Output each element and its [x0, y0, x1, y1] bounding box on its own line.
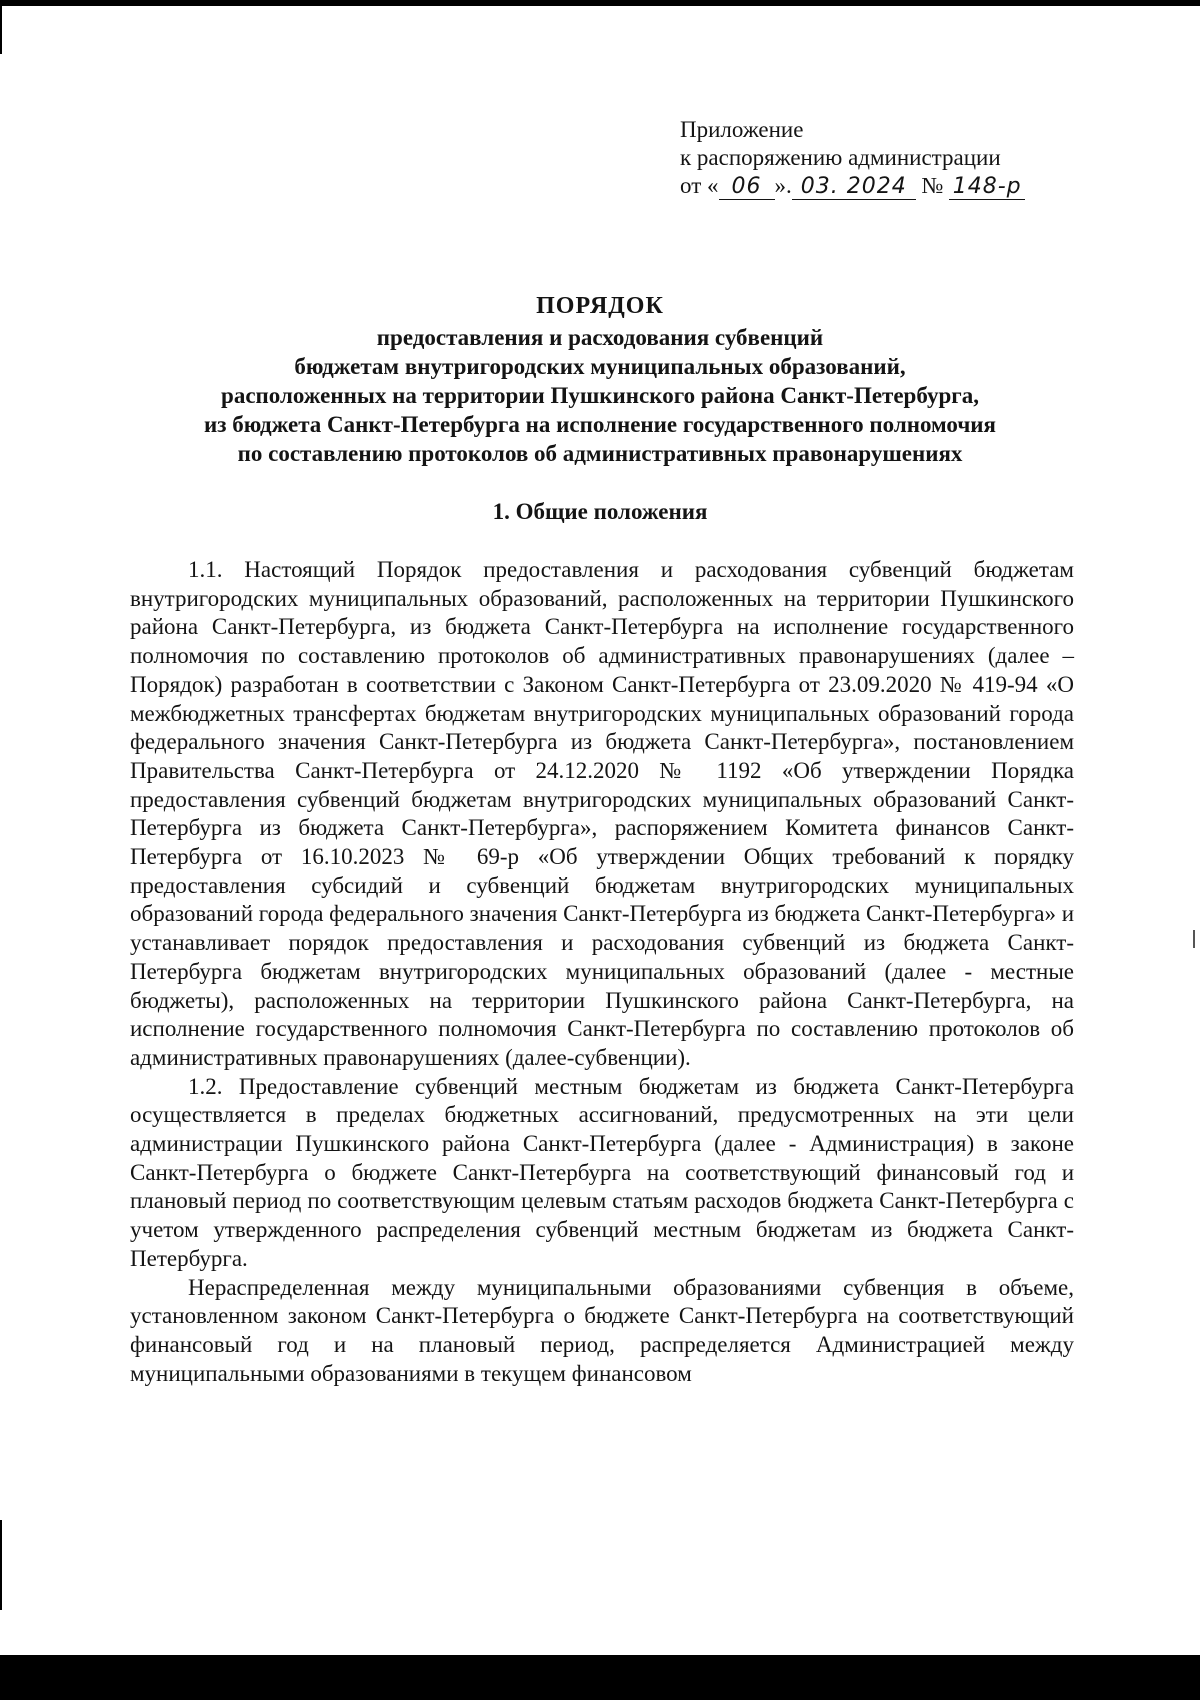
title-line-5: по составлению протоколов об административных правонарушениях [237, 441, 963, 466]
appendix-date-line [680, 172, 1025, 200]
handwritten-month-year: 03. 2024 [792, 175, 916, 200]
document-title [130, 292, 1070, 468]
handwritten-number: 148-р [949, 175, 1025, 200]
title-line-3: расположенных на территории Пушкинского района Санкт-Петербурга, [221, 383, 979, 408]
title-line-4: из бюджета Санкт-Петербурга на исполнение государственного полномочия [204, 412, 996, 437]
paragraph-undistributed: Нераспределенная между муниципальными образованиями субвенция в объеме, установленном законом Санкт-Петербурга о бюджете Санкт-Петербурга на соответствующий финансовый год и на плановый период, распределяется Администрацией между муниципальными образованиями в текущем финансовом [130, 1274, 1074, 1386]
scan-mark-left-bottom [0, 1520, 2, 1610]
title-main: ПОРЯДОК [536, 293, 664, 319]
number-sign: № [921, 173, 944, 198]
paragraph-1-1: 1.1. Настоящий Порядок предоставления и расходования субвенций бюджетам внутригородских муниципальных образований, расположенных на территории Пушкинского района Санкт-Петербурга, из бюджета Санкт-Петербурга на исполнение государственного полномочия по составлению протоколов об административных правонарушениях (далее – Порядок) разработан в соответствии с Законом Санкт-Петербурга от 23.09.2020 № 419-94 «О межбюджетных трансфертах бюджетам внутригородских муниципальных образований города федерального значения Санкт-Петербурга из бюджета Санкт-Петербурга», постановлением Правительства Санкт-Петербурга от 24.12.2020 № 1192 «Об утверждении Порядка предоставления субвенций бюджетам внутригородских муниципальных образований Санкт-Петербурга из бюджета Санкт-Петербурга», распоряжением Комитета финансов Санкт-Петербурга от 16.10.2023 № 69-р «Об утверждении Общих требований к порядку предоставления субсидий и субвенций бюджетам внутригородских муниципальных образований города федерального значения Санкт-Петербурга из бюджета Санкт-Петербурга» и устанавливает порядок предоставления и расходования субвенций из бюджета Санкт-Петербурга бюджетам внутригородских муниципальных образований (далее - местные бюджеты), расположенных на территории Пушкинского района Санкт-Петербурга, на исполнение государственного полномочия Санкт-Петербурга по составлению протоколов об административных правонарушениях (далее-субвенции). [130, 557, 1075, 1070]
handwritten-day: 06 [719, 175, 775, 200]
scan-border-bottom [0, 1655, 1200, 1700]
appendix-line-2: к распоряжению администрации [680, 145, 1001, 170]
appendix-block [680, 116, 1025, 200]
section-heading: 1. Общие положения [492, 499, 708, 524]
date-mid: ». [774, 173, 792, 198]
title-line-1: предоставления и расходования субвенций [376, 325, 824, 350]
date-prefix: от « [680, 173, 719, 198]
scan-mark-left-top [0, 6, 2, 54]
body-text [130, 556, 1074, 1388]
title-line-2: бюджетам внутригородских муниципальных образований, [294, 354, 906, 379]
scan-mark-right [1193, 930, 1195, 948]
appendix-line-1: Приложение [680, 117, 804, 142]
paragraph-1-2: 1.2. Предоставление субвенций местным бюджетам из бюджета Санкт-Петербурга осуществляется в пределах бюджетных ассигнований, предусмотренных на эти цели администрации Пушкинского района Санкт-Петербурга (далее - Администрация) в законе Санкт-Петербурга о бюджете Санкт-Петербурга на соответствующий финансовый год и плановый период по соответствующим целевым статьям расходов бюджета Санкт-Петербурга с учетом утвержденного распределения субвенций местным бюджетам из бюджета Санкт-Петербурга. [130, 1073, 1074, 1271]
scan-border-top [0, 0, 1200, 6]
